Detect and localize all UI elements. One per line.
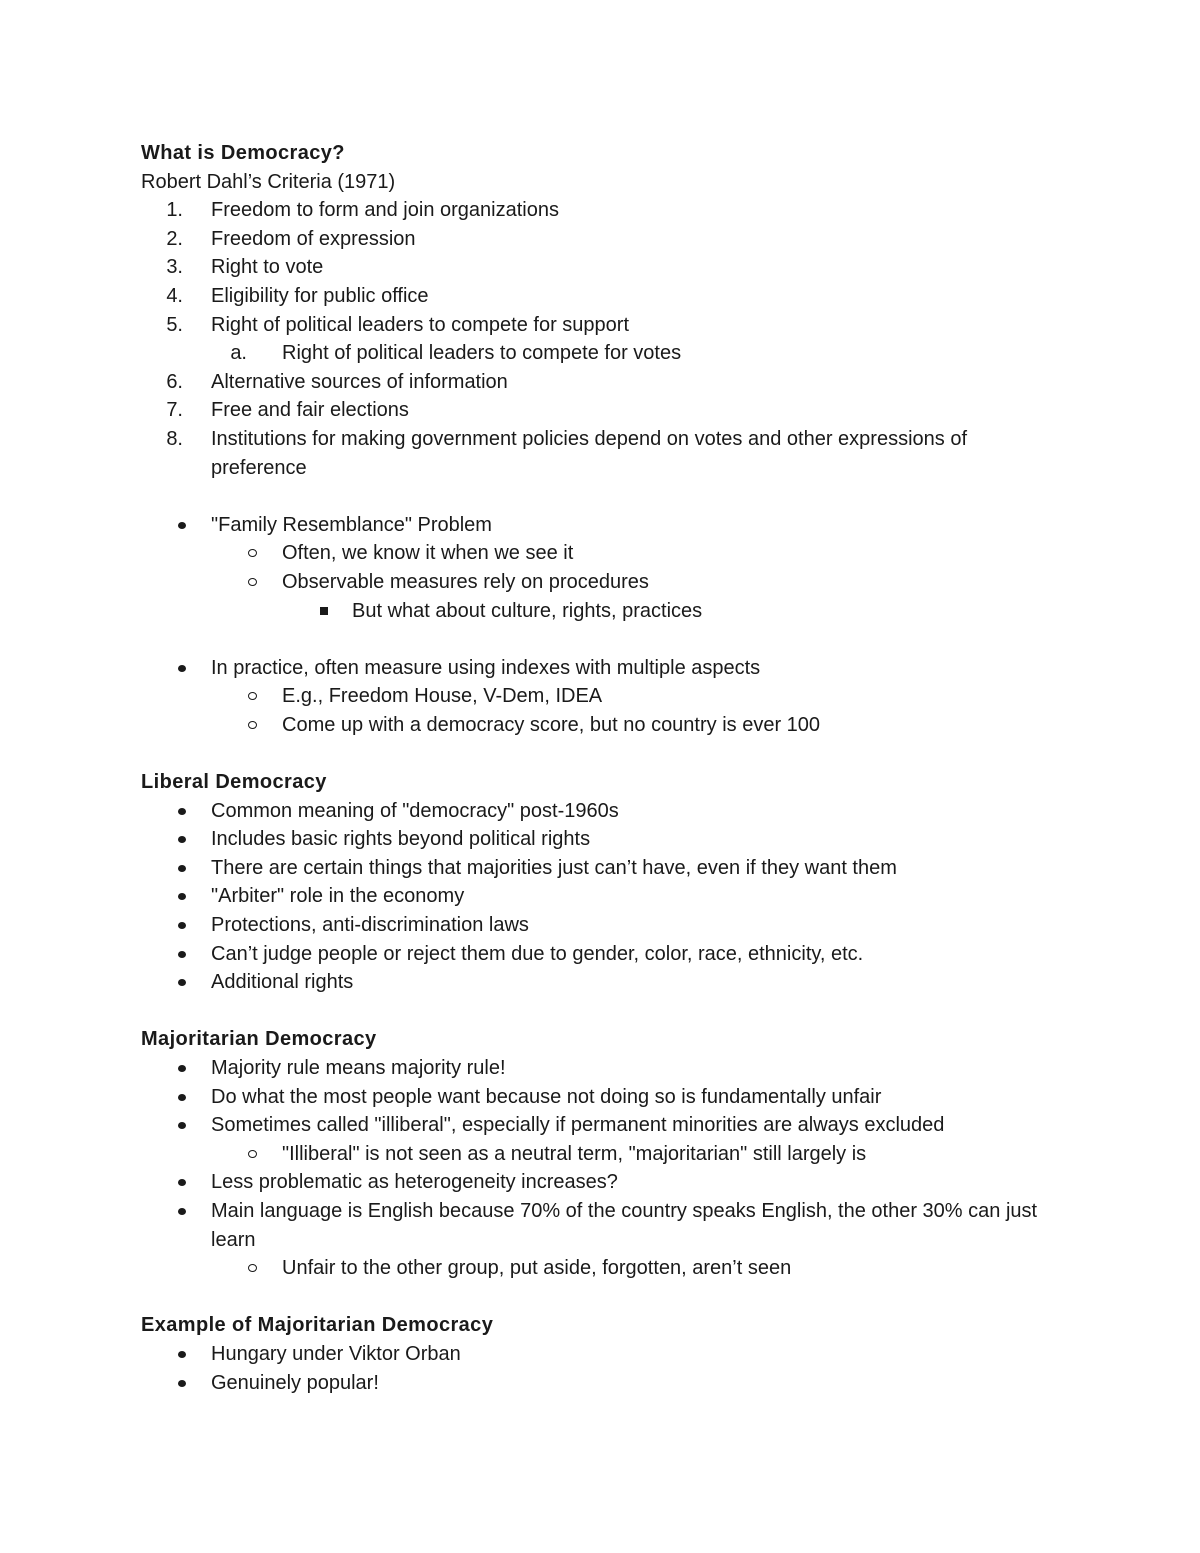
bullet-dot-icon: [178, 1094, 186, 1101]
bullet-item: [141, 1083, 1041, 1112]
list-item-text: Come up with a democracy score, but no country is ever 100: [282, 713, 821, 736]
bullet-circle-icon: [248, 721, 257, 729]
list-item-text: Can’t judge people or reject them due to gender, color, race, ethnicity, etc.: [211, 942, 864, 965]
list-item-text: Institutions for making government policies depend on votes and other expressions of preference: [211, 427, 967, 479]
bullet-dot-icon: [178, 1351, 186, 1358]
list-item-text: Free and fair elections: [211, 399, 409, 422]
list-number: 3.: [166, 256, 183, 279]
bullet-item: [141, 797, 1041, 826]
heading-what-is-democracy: What is Democracy?: [141, 142, 345, 164]
bullet-item: [141, 1111, 1041, 1140]
bullet-item: [141, 1168, 1041, 1197]
list-item-text: Do what the most people want because not doing so is fundamentally unfair: [211, 1085, 882, 1108]
bullet-subitem: [141, 682, 1041, 711]
bullet-circle-icon: [248, 549, 257, 557]
bullet-dot-icon: [178, 808, 186, 815]
bullet-dot-icon: [178, 665, 186, 672]
bullet-dot-icon: [178, 865, 186, 872]
list-number: 8.: [166, 427, 183, 450]
bullet-item: [141, 968, 1041, 997]
bullet-dot-icon: [178, 922, 186, 929]
bullet-item: [141, 1197, 1041, 1254]
numbered-item: [141, 425, 1041, 482]
list-item-text: Hungary under Viktor Orban: [211, 1342, 461, 1365]
bullet-dot-icon: [178, 951, 186, 958]
spacer: [141, 739, 1041, 768]
numbered-item: [141, 253, 1041, 282]
bullet-dot-icon: [178, 1380, 186, 1387]
list-number: 6.: [166, 370, 183, 393]
bullet-item: [141, 825, 1041, 854]
bullet-dot-icon: [178, 1208, 186, 1215]
heading-example-majoritarian: Example of Majoritarian Democracy: [141, 1314, 494, 1337]
bullet-dot-icon: [178, 522, 186, 529]
bullet-circle-icon: [248, 1150, 257, 1158]
bullet-item: [141, 1054, 1041, 1083]
numbered-item: [141, 311, 1041, 340]
bullet-subsubitem: [141, 597, 1041, 626]
bullet-subitem: [141, 568, 1041, 597]
list-item-text: Right to vote: [211, 256, 324, 279]
list-item-text: Majority rule means majority rule!: [211, 1057, 506, 1079]
list-item-text: Often, we know it when we see it: [282, 542, 574, 565]
bullet-dot-icon: [178, 893, 186, 900]
heading-liberal-democracy: Liberal Democracy: [141, 771, 327, 794]
bullet-item: [141, 940, 1041, 969]
spacer: [141, 997, 1041, 1026]
list-item-text: Protections, anti-discrimination laws: [211, 914, 529, 937]
list-item-text: Genuinely popular!: [211, 1371, 379, 1394]
document-body: [141, 139, 1041, 1397]
list-item-text: Includes basic rights beyond political rights: [211, 828, 591, 851]
list-item-text: Eligibility for public office: [211, 284, 429, 307]
list-item-text: Right of political leaders to compete for support: [211, 313, 629, 336]
list-item-text: Freedom to form and join organizations: [211, 199, 559, 222]
numbered-item: [141, 196, 1041, 225]
list-item-text: "Arbiter" role in the economy: [211, 885, 465, 908]
spacer: [141, 1283, 1041, 1312]
list-item-text: Right of political leaders to compete for votes: [282, 342, 682, 365]
bullet-circle-icon: [248, 692, 257, 700]
list-item-text: "Family Resemblance" Problem: [211, 513, 492, 536]
bullet-subitem: [141, 1140, 1041, 1169]
list-item-text: Freedom of expression: [211, 227, 416, 250]
bullet-item: [141, 882, 1041, 911]
list-item-text: Less problematic as heterogeneity increases?: [211, 1171, 618, 1194]
bullet-dot-icon: [178, 1065, 186, 1072]
list-number: 4.: [166, 284, 183, 307]
list-letter: a.: [230, 342, 247, 365]
list-number: 1.: [166, 199, 183, 222]
bullet-item: [141, 1369, 1041, 1398]
list-item-text: Additional rights: [211, 971, 354, 994]
list-number: 5.: [166, 313, 183, 336]
list-item-text: Unfair to the other group, put aside, forgotten, aren’t seen: [282, 1257, 792, 1280]
list-item-text: But what about culture, rights, practices: [352, 599, 703, 622]
heading-majoritarian-democracy: Majoritarian Democracy: [141, 1028, 377, 1051]
bullet-circle-icon: [248, 578, 257, 586]
numbered-item: [141, 225, 1041, 254]
bullet-subitem: [141, 1254, 1041, 1283]
spacer: [141, 625, 1041, 654]
subheading-dahl-criteria: Robert Dahl’s Criteria (1971): [141, 170, 396, 193]
list-item-text: Observable measures rely on procedures: [282, 570, 649, 593]
list-item-text: In practice, often measure using indexes with multiple aspects: [211, 656, 761, 679]
bullet-item: [141, 1340, 1041, 1369]
bullet-dot-icon: [178, 836, 186, 843]
list-item-text: Common meaning of "democracy" post-1960s: [211, 799, 619, 822]
bullet-circle-icon: [248, 1264, 257, 1272]
list-number: 7.: [166, 399, 183, 422]
list-item-text: Main language is English because 70% of the country speaks English, the other 30% can just learn: [211, 1199, 1038, 1251]
bullet-item: [141, 911, 1041, 940]
bullet-item: [141, 511, 1041, 540]
bullet-item: [141, 654, 1041, 683]
list-item-text: There are certain things that majorities just can’t have, even if they want them: [211, 856, 897, 879]
bullet-subitem: [141, 539, 1041, 568]
spacer: [141, 482, 1041, 511]
numbered-item: [141, 282, 1041, 311]
bullet-item: [141, 854, 1041, 883]
list-item-text: "Illiberal" is not seen as a neutral term, "majoritarian" still largely is: [282, 1142, 867, 1165]
list-item-text: Sometimes called "illiberal", especially if permanent minorities are always excluded: [211, 1114, 945, 1137]
numbered-item: [141, 368, 1041, 397]
numbered-item: [141, 396, 1041, 425]
bullet-dot-icon: [178, 979, 186, 986]
bullet-square-icon: [320, 607, 328, 615]
list-item-text: Alternative sources of information: [211, 370, 508, 393]
list-number: 2.: [166, 227, 183, 250]
lettered-subitem: [141, 339, 1041, 368]
list-item-text: E.g., Freedom House, V-Dem, IDEA: [282, 685, 603, 708]
bullet-dot-icon: [178, 1122, 186, 1129]
bullet-dot-icon: [178, 1179, 186, 1186]
bullet-subitem: [141, 711, 1041, 740]
